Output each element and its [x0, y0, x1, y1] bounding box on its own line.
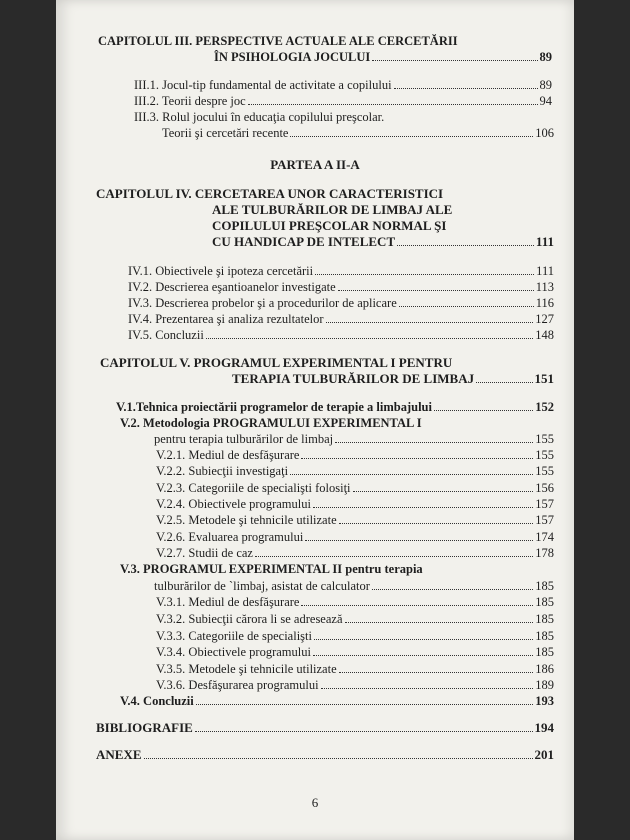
entry-label: III.2. Teorii despre joc: [134, 94, 246, 108]
toc-entry-v-2-5[interactable]: [156, 513, 554, 527]
dot-leader: [394, 88, 538, 89]
book-page: [56, 0, 574, 840]
entry-label: IV.3. Descrierea probelor şi a procedurilor de aplicare: [128, 296, 397, 310]
entry-label: V.2.6. Evaluarea programului: [156, 530, 304, 544]
dot-leader: [476, 382, 532, 383]
entry-label: V.3.4. Obiectivele programului: [156, 645, 311, 659]
dot-leader: [335, 442, 533, 443]
toc-entry-v-3-3[interactable]: [156, 629, 554, 643]
chapter-4-title-line1: CAPITOLUL IV. CERCETAREA UNOR CARACTERISTICI: [96, 186, 444, 201]
dot-leader: [305, 540, 533, 541]
entry-label: tulburărilor de `limbaj, asistat de calculator: [154, 579, 370, 593]
toc-entry-v-2-3[interactable]: [156, 481, 554, 495]
dot-leader: [255, 556, 533, 557]
toc-entry-v-2[interactable]: [154, 432, 554, 446]
dot-leader: [321, 688, 534, 689]
entry-label: pentru terapia tulburărilor de limbaj: [154, 432, 334, 446]
entry-label: V.2.4. Obiectivele programului: [156, 497, 311, 511]
v3-title-line1[interactable]: V.3. PROGRAMUL EXPERIMENTAL II pentru terapia: [120, 562, 423, 576]
page-ref: 151: [534, 371, 554, 386]
entry-label: V.2.2. Subiecţii investigaţi: [156, 464, 289, 478]
page-ref: 148: [535, 328, 554, 342]
chapter-5-title-line1: CAPITOLUL V. PROGRAMUL EXPERIMENTAL I PENTRU: [100, 355, 453, 370]
chapter-4-title-line2: ALE TULBURĂRILOR DE LIMBAJ ALE: [212, 202, 453, 217]
page-ref: 155: [535, 464, 554, 478]
toc-entry-iv-5[interactable]: [128, 328, 554, 342]
toc-entry-v-1[interactable]: [116, 400, 554, 414]
dot-leader: [434, 410, 533, 411]
page-ref: 157: [535, 513, 554, 527]
dot-leader: [248, 104, 538, 105]
dot-leader: [339, 672, 534, 673]
page-ref: 157: [535, 497, 554, 511]
dot-leader: [397, 245, 534, 246]
toc-entry-v-3-2[interactable]: [156, 612, 554, 626]
toc-entry-iv-1[interactable]: [128, 264, 554, 278]
page-ref: 152: [535, 400, 554, 414]
dot-leader: [372, 589, 533, 590]
entry-label: V.2.3. Categoriile de specialişti folosiţi: [156, 481, 351, 495]
chapter-4-title-line4: CU HANDICAP DE INTELECT: [212, 234, 396, 249]
page-ref: 185: [535, 579, 554, 593]
toc-entry-iv-2[interactable]: [128, 280, 554, 294]
toc-entry-annexes[interactable]: [96, 748, 554, 762]
toc-entry-v-4[interactable]: [120, 694, 554, 708]
page-ref: 201: [534, 747, 554, 762]
entry-label: V.2.5. Metodele şi tehnicile utilizate: [156, 513, 337, 527]
dot-leader: [301, 458, 533, 459]
page-ref: 194: [534, 720, 554, 735]
dot-leader: [290, 136, 533, 137]
toc-entry-iii-1[interactable]: [134, 78, 552, 92]
dot-leader: [314, 639, 533, 640]
entry-label: V.3.6. Desfăşurarea programului: [156, 678, 319, 692]
toc-entry-v-2-6[interactable]: [156, 530, 554, 544]
chapter-5-title-line2: TERAPIA TULBURĂRILOR DE LIMBAJ: [232, 371, 475, 386]
page-ref: 116: [535, 296, 554, 310]
toc-entry-v-2-1[interactable]: [156, 448, 554, 462]
toc-entry-v-3-1[interactable]: [156, 595, 554, 609]
toc-entry-v-2-4[interactable]: [156, 497, 554, 511]
page-ref: 189: [535, 678, 554, 692]
page-ref: 111: [536, 264, 554, 278]
page-ref: 94: [539, 94, 552, 108]
toc-entry-v-3-4[interactable]: [156, 645, 554, 659]
entry-label: Teorii şi cercetări recente: [162, 126, 289, 140]
v2-title-line1[interactable]: V.2. Metodologia PROGRAMULUI EXPERIMENTAL I: [120, 416, 422, 430]
page-ref: 186: [535, 662, 554, 676]
entry-label: IV.5. Concluzii: [128, 328, 204, 342]
toc-entry-v-2-7[interactable]: [156, 546, 554, 560]
entry-label: IV.2. Descrierea eşantioanelor investigate: [128, 280, 336, 294]
dot-leader: [339, 523, 534, 524]
dot-leader: [206, 338, 533, 339]
toc-entry-iv-4[interactable]: [128, 312, 554, 326]
entry-label: V.2.1. Mediul de desfăşurare: [156, 448, 300, 462]
entry-label: V.4. Concluzii: [120, 694, 194, 708]
page-ref: 111: [535, 234, 554, 249]
page-ref: 185: [535, 595, 554, 609]
dot-leader: [144, 758, 533, 759]
toc-entry-v-3-6[interactable]: [156, 678, 554, 692]
page-ref: 156: [535, 481, 554, 495]
entry-label: V.3.3. Categoriile de specialişti: [156, 629, 312, 643]
chapter-3-title-line2: ÎN PSIHOLOGIA JOCULUI: [214, 50, 371, 64]
toc-entry-iii-3[interactable]: [162, 126, 554, 140]
toc-entry-iii-3-line1[interactable]: III.3. Rolul jocului în educaţia copilului preşcolar.: [134, 110, 385, 124]
page-ref: 89: [539, 50, 552, 64]
toc-entry-iv-3[interactable]: [128, 296, 554, 310]
entry-label: IV.1. Obiectivele şi ipoteza cercetării: [128, 264, 314, 278]
page-ref: 155: [535, 448, 554, 462]
dot-leader: [399, 306, 534, 307]
toc-entry-v-2-2[interactable]: [156, 464, 554, 478]
dot-leader: [313, 655, 533, 656]
entry-label: V.1.Tehnica proiectării programelor de terapie a limbajului: [116, 400, 432, 414]
page-ref: 113: [535, 280, 554, 294]
dot-leader: [326, 322, 534, 323]
part-heading: PARTEA A II-A: [270, 157, 360, 172]
chapter-3-title-line1: CAPITOLUL III. PERSPECTIVE ACTUALE ALE CERCETĂRII: [98, 34, 458, 48]
dot-leader: [195, 731, 533, 732]
chapter-4-entry[interactable]: [212, 235, 554, 249]
chapter-3-entry[interactable]: [214, 50, 552, 64]
toc-entry-v-3[interactable]: [154, 579, 554, 593]
page-number: 6: [311, 795, 319, 810]
page-ref: 193: [535, 694, 554, 708]
entry-label: V.3.1. Mediul de desfăşurare: [156, 595, 300, 609]
dot-leader: [338, 290, 534, 291]
dot-leader: [301, 605, 533, 606]
entry-label: V.3.2. Subiecţii cărora li se adresează: [156, 612, 343, 626]
page-ref: 106: [535, 126, 554, 140]
dot-leader: [353, 491, 534, 492]
chapter-5-entry[interactable]: [232, 372, 554, 386]
page-ref: 89: [539, 78, 552, 92]
dot-leader: [345, 622, 534, 623]
page-ref: 178: [535, 546, 554, 560]
entry-label: IV.4. Prezentarea şi analiza rezultatelor: [128, 312, 324, 326]
page-ref: 185: [535, 645, 554, 659]
page-ref: 127: [535, 312, 554, 326]
entry-label: BIBLIOGRAFIE: [96, 720, 193, 735]
page-ref: 155: [535, 432, 554, 446]
entry-label: III.1. Jocul-tip fundamental de activitate a copilului: [134, 78, 392, 92]
dot-leader: [372, 60, 537, 61]
page-ref: 185: [535, 612, 554, 626]
page-ref: 185: [535, 629, 554, 643]
dot-leader: [290, 474, 533, 475]
toc-entry-bibliography[interactable]: [96, 721, 554, 735]
dot-leader: [313, 507, 533, 508]
toc-entry-iii-2[interactable]: [134, 94, 552, 108]
dot-leader: [315, 274, 534, 275]
dot-leader: [196, 704, 534, 705]
chapter-4-title-line3: COPILULUI PREŞCOLAR NORMAL ŞI: [212, 218, 447, 233]
entry-label: V.3.5. Metodele şi tehnicile utilizate: [156, 662, 337, 676]
toc-entry-v-3-5[interactable]: [156, 662, 554, 676]
page-ref: 174: [535, 530, 554, 544]
entry-label: ANEXE: [96, 747, 142, 762]
entry-label: V.2.7. Studii de caz: [156, 546, 253, 560]
